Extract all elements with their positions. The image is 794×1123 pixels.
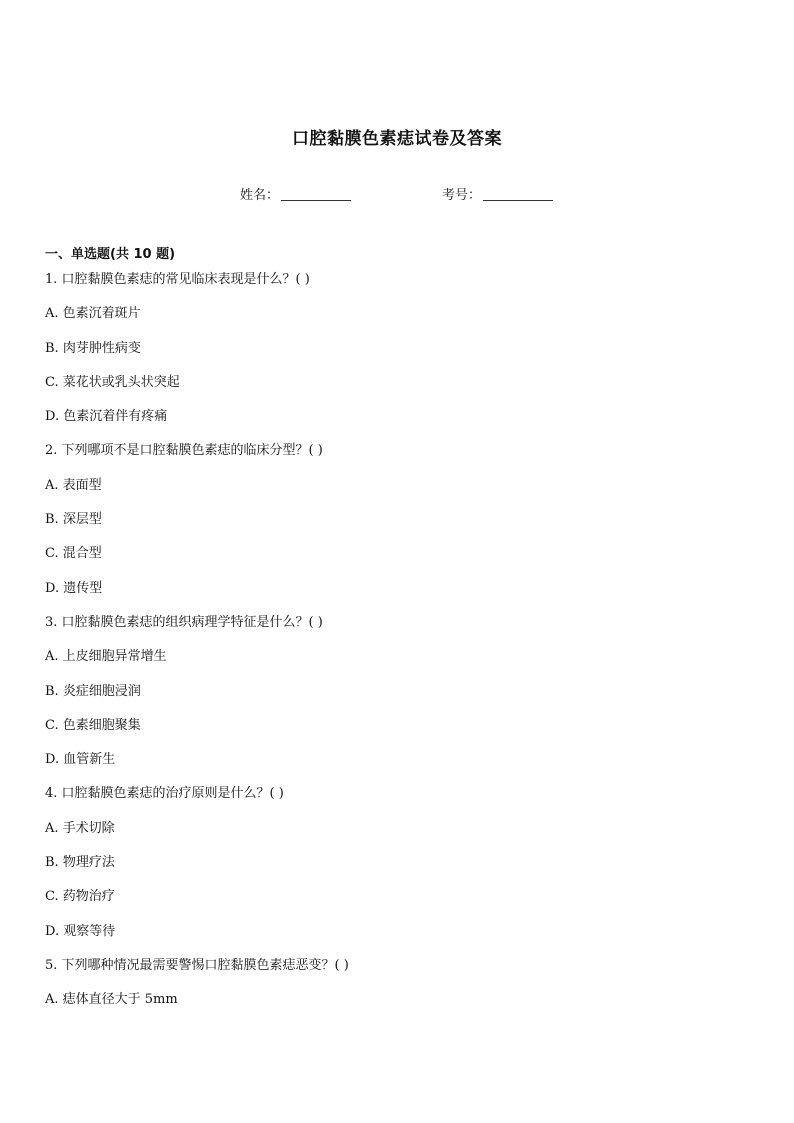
page-title: 口腔黏膜色素痣试卷及答案 <box>292 129 502 149</box>
name-blank[interactable] <box>281 187 351 201</box>
answer-option[interactable]: A. 色素沉着斑片 <box>45 306 141 322</box>
question-stem: 5. 下列哪种情况最需要警惕口腔黏膜色素痣恶变？( ) <box>45 957 349 973</box>
exam-number-field <box>442 184 553 203</box>
question-stem: 4. 口腔黏膜色素痣的治疗原则是什么？( ) <box>45 786 284 802</box>
answer-option[interactable]: D. 色素沉着伴有疼痛 <box>45 409 168 425</box>
answer-option[interactable]: A. 痣体直径大于 5mm <box>45 992 178 1008</box>
question-block <box>45 613 745 784</box>
question-stem: 1. 口腔黏膜色素痣的常见临床表现是什么？( ) <box>45 272 310 287</box>
answer-option[interactable]: B. 物理疗法 <box>45 855 115 871</box>
question-stem: 2. 下列哪项不是口腔黏膜色素痣的临床分型？( ) <box>45 443 323 459</box>
candidate-info-row <box>0 184 794 204</box>
answer-option[interactable]: B. 深层型 <box>45 512 102 528</box>
name-label: 姓名： <box>240 188 280 203</box>
question-block <box>45 784 745 955</box>
answer-option[interactable]: D. 观察等待 <box>45 923 116 939</box>
name-field <box>240 184 351 203</box>
answer-option[interactable]: D. 遗传型 <box>45 580 103 596</box>
answer-option[interactable]: C. 药物治疗 <box>45 889 115 905</box>
answer-option[interactable]: B. 肉芽肿性病变 <box>45 340 141 356</box>
answer-option[interactable]: C. 混合型 <box>45 546 102 562</box>
answer-option[interactable]: C. 色素细胞聚集 <box>45 717 141 733</box>
exam-number-blank[interactable] <box>483 187 553 201</box>
question-list <box>45 270 745 1025</box>
question-stem: 3. 口腔黏膜色素痣的组织病理学特征是什么？( ) <box>45 614 323 630</box>
answer-option[interactable]: A. 表面型 <box>45 477 102 493</box>
question-block <box>45 270 745 441</box>
answer-option[interactable]: A. 手术切除 <box>45 820 115 836</box>
answer-option[interactable]: D. 血管新生 <box>45 752 116 768</box>
answer-option[interactable]: B. 炎症细胞浸润 <box>45 683 141 699</box>
question-block <box>45 956 745 1025</box>
question-block <box>45 441 745 612</box>
section-heading: 一、单选题(共 10 题) <box>45 247 176 262</box>
answer-option[interactable]: C. 菜花状或乳头状突起 <box>45 374 180 390</box>
exam-number-label: 考号： <box>442 188 482 203</box>
answer-option[interactable]: A. 上皮细胞异常增生 <box>45 649 167 665</box>
